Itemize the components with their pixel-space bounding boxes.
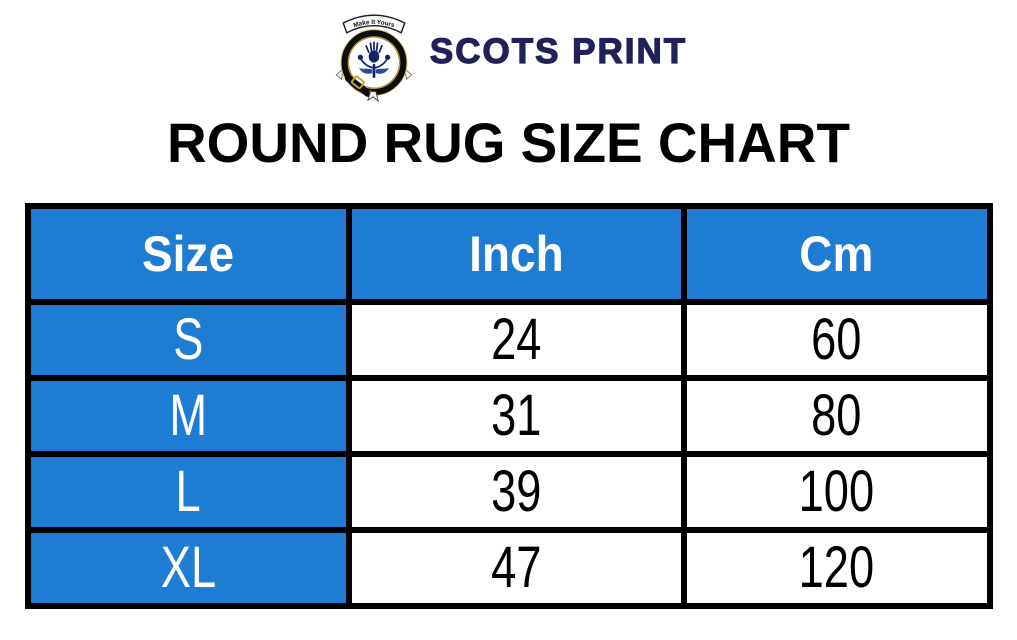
scots-print-crest-logo (330, 9, 418, 103)
cm-cell: 80 (684, 378, 990, 454)
size-cell: L (28, 454, 349, 530)
page-title: ROUND RUG SIZE CHART (167, 111, 850, 174)
crest-banner-text: Make It Yours (352, 18, 396, 30)
inch-cell: 24 (349, 302, 684, 378)
size-cell: M (28, 378, 349, 454)
inch-cell: 31 (349, 378, 684, 454)
column-header-cm: Cm (684, 206, 990, 302)
size-chart-table (25, 203, 993, 609)
table-row-xl (28, 530, 990, 606)
table-row-m (28, 378, 990, 454)
brand-header (0, 0, 1017, 104)
brand-name: SCOTS PRINT (429, 32, 688, 71)
size-cell: S (28, 302, 349, 378)
table-row-s (28, 302, 990, 378)
inch-cell: 47 (349, 530, 684, 606)
cm-cell: 120 (684, 530, 990, 606)
header-row (28, 206, 990, 302)
inch-cell: 39 (349, 454, 684, 530)
size-cell: XL (28, 530, 349, 606)
cm-cell: 60 (684, 302, 990, 378)
column-header-inch: Inch (349, 206, 684, 302)
column-header-size: Size (28, 206, 349, 302)
table-row-l (28, 454, 990, 530)
cm-cell: 100 (684, 454, 990, 530)
